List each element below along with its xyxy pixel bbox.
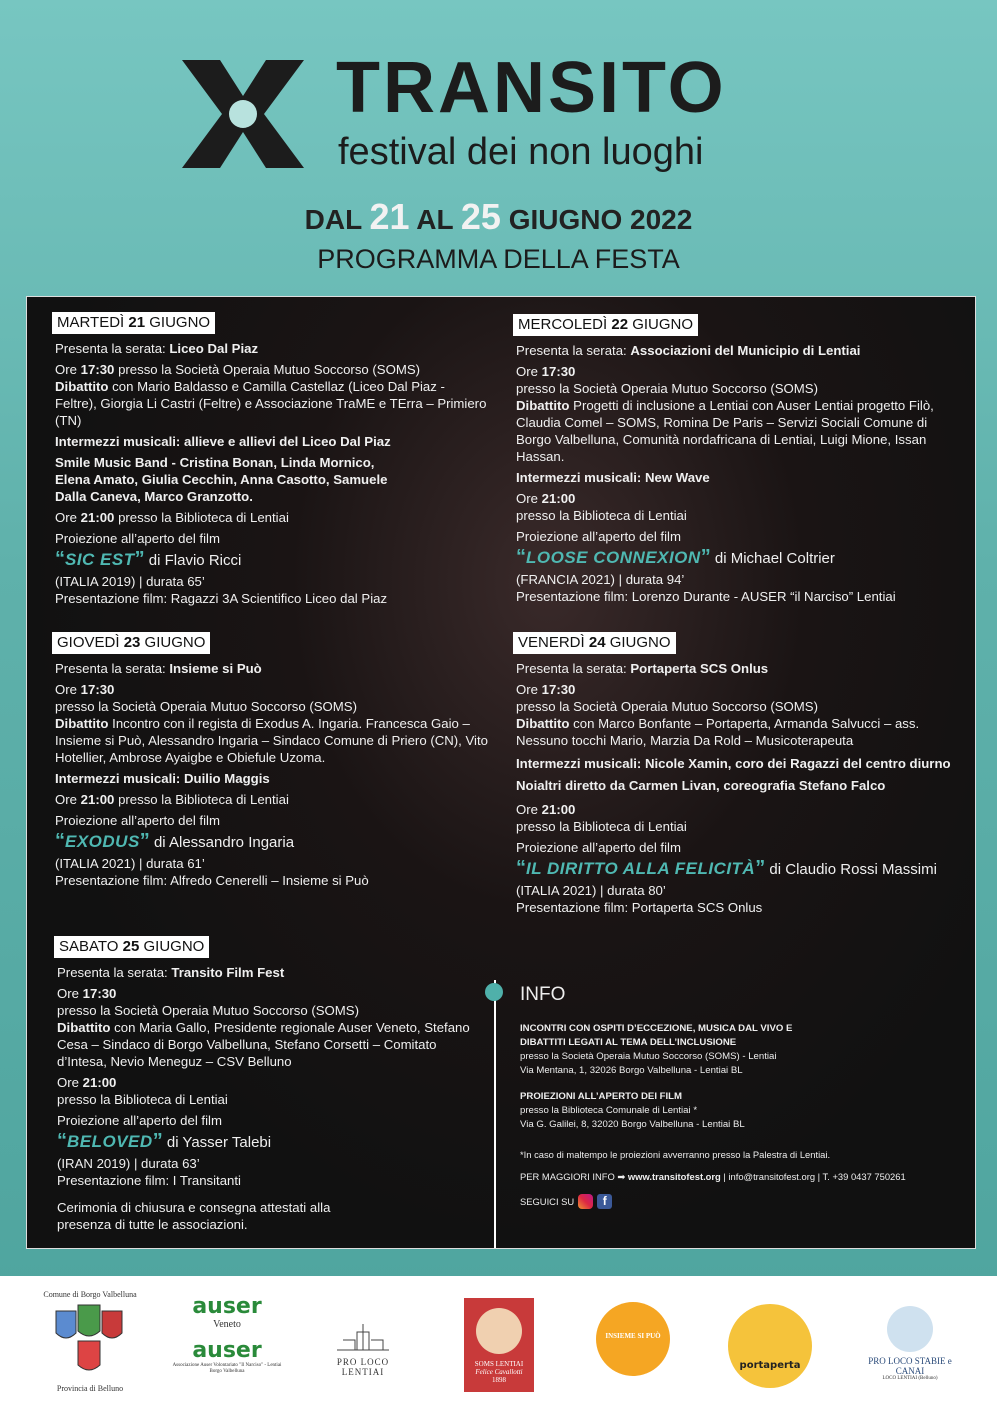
info-films-heading: PROIEZIONI ALL’APERTO DEI FILM: [520, 1091, 683, 1102]
film-title: IL DIRITTO ALLA FELICITÀ: [526, 859, 756, 878]
info-films-address: presso la Biblioteca Comunale di Lentiai * Via G. Galilei, 8, 32020 Borgo Valbelluna - Lentiai BL: [520, 1105, 745, 1130]
day-martedi: MARTEDÌ 21 GIUGNO Presenta la serata: Liceo Dal Piaz Ore 17:30 presso la Società Operaia Mutuo Soccorso (SOMS) Dibattito con Mario Baldasso e Camilla Castellaz (Liceo Dal Piaz - Feltre), Giorgia Li Castri (Feltre) e Associazione TraME e TErra – Primiero (TN) Intermezzi musicali: allieve e allievi del Liceo Dal Piaz Smile Music Band - Cristina Bonan, Linda Mornico, Elena Amato, Giulia Cecchin, Anna Casotto, Samuele Dalla Caneva, Marco Granzotto. Ore 21:00 presso la Biblioteca di Lentiai Proiezione all’aperto del film “SIC EST” di Flavio Ricci (ITALIA 2019) | durata 65’ Presentazione film: Ragazzi 3A Scientifico Liceo dal Piaz: [52, 312, 488, 611]
sponsor-footer: [0, 1276, 997, 1415]
facebook-icon[interactable]: f: [597, 1194, 612, 1209]
info-contacts: PER MAGGIORI INFO ➡ www.transitofest.org | info@transitofest.org | T. +39 0437 750261: [520, 1171, 906, 1182]
info-weather-note: *In caso di maltempo le proiezioni avverranno presso la Palestra di Lentiai.: [520, 1149, 831, 1160]
info-dot: [485, 983, 503, 1001]
day-heading: SABATO 25 GIUGNO: [54, 936, 209, 958]
day-mercoledi: MERCOLEDÌ 22 GIUGNO Presenta la serata: Associazioni del Municipio di Lentiai Ore 17:30 presso la Società Operaia Mutuo Soccorso (SOMS) Dibattito Progetti di inclusione a Lentiai con Auser Lentiai progetto Filò, Claudia Comel – SOMS, Romina De Paris – Servizi Sociali Comune di Borgo Valbelluna, Comunità nordafricana di Lentiai, Luigi Mione, Issan Hassan. Intermezzi musicali: New Wave Ore 21:00 presso la Biblioteca di Lentiai Proiezione all’aperto del film “LOOSE CONNEXION” di Michael Coltrier (FRANCIA 2021) | durata 94’ Presentazione film: Lorenzo Durante - AUSER “il Narciso” Lentiai: [513, 314, 953, 609]
festival-dates: DAL 21 AL 25 GIUGNO 2022: [304, 196, 693, 237]
info-events-address: presso la Società Operaia Mutuo Soccorso (SOMS) - Lentiai Via Mentana, 1, 32026 Borgo Valbelluna - Lentiai BL: [520, 1051, 777, 1076]
header: [0, 0, 997, 300]
bell-tower-icon: [887, 1306, 933, 1352]
church-icon: [333, 1322, 393, 1352]
day-sabato: SABATO 25 GIUGNO Presenta la serata: Transito Film Fest Ore 17:30 presso la Società Operaia Mutuo Soccorso (SOMS) Dibattito con Maria Gallo, Presidente regionale Auser Veneto, Stefano Cesa – Sindaco di Borgo Valbelluna, Stefano Corsetti – Comitato d’Intesa, Nevio Meneguz – CSV Belluno Ore 21:00 presso la Biblioteca di Lentiai Proiezione all’aperto del film “BELOVED” di Yasser Talebi (IRAN 2019) | durata 63’ Presentazione film: I Transitanti Cerimonia di chiusura e consegna attestati alla presenza di tutte le associazioni.: [54, 936, 474, 1237]
portaperta-logo: portaperta: [728, 1304, 812, 1388]
day-heading: MERCOLEDÌ 22 GIUGNO: [513, 314, 698, 336]
day-heading: VENERDÌ 24 GIUGNO: [513, 632, 676, 654]
film-title: EXODUS: [65, 832, 140, 851]
film-title: BELOVED: [67, 1132, 153, 1151]
info-events-heading: INCONTRI CON OSPITI D’ECCEZIONE, MUSICA DAL VIVO E DIBATTITI LEGATI AL TEMA DELL’INCLUSIONE: [520, 1023, 793, 1048]
proloco-stabie-logo: PRO LOCO STABIE e CANAI LOCO LENTIAI (Belluno): [860, 1306, 960, 1381]
info-title: INFO: [520, 984, 566, 1005]
day-heading: MARTEDÌ 21 GIUGNO: [52, 312, 215, 334]
insieme-si-puo-logo: INSIEME SI PUÒ: [596, 1302, 670, 1376]
day-giovedi: GIOVEDÌ 23 GIUGNO Presenta la serata: Insieme si Può Ore 17:30 presso la Società Operaia Mutuo Soccorso (SOMS) Dibattito Incontro con il regista di Exodus A. Ingaria. Francesca Gaio – Insieme si Può, Alessandro Ingaria – Sindaco Comune di Priero (CN), Vito Hotellier, Ambrose Ayaigbe e Obiefule Uzoma. Intermezzi musicali: Duilio Maggis Ore 21:00 presso la Biblioteca di Lentiai Proiezione all’aperto del film “EXODUS” di Alessandro Ingaria (ITALIA 2021) | durata 61’ Presentazione film: Alfredo Cenerelli – Insieme si Può: [52, 632, 488, 893]
instagram-icon[interactable]: [578, 1194, 593, 1209]
brand-title: TRANSITO: [336, 48, 727, 128]
arrow-icon: ➡: [617, 1171, 626, 1182]
info-section: [520, 984, 970, 1209]
proloco-lentiai-logo: PRO LOCO LENTIAI: [318, 1322, 408, 1377]
film-title: SIC EST: [65, 550, 135, 569]
website-link[interactable]: www.transitofest.org: [627, 1171, 721, 1182]
transito-x-logo: [178, 58, 308, 170]
film-title: LOOSE CONNEXION: [526, 548, 701, 567]
comune-logo: Comune di Borgo Valbelluna Provincia di Belluno: [40, 1290, 140, 1393]
brand-subtitle: festival dei non luoghi: [338, 131, 704, 173]
day-venerdi: VENERDÌ 24 GIUGNO Presenta la serata: Portaperta SCS Onlus Ore 17:30 presso la Società Operaia Mutuo Soccorso (SOMS) Dibattito con Marco Bonfante – Portaperta, Armanda Salvucci – ass. Nessuno tocchi Mario, Marzia Da Rold – Musicoterapeuta Intermezzi musicali: Nicole Xamin, coro dei Ragazzi del centro diurno Noialtri diretto da Carmen Livan, coreografia Stefano Falco Ore 21:00 presso la Biblioteca di Lentiai Proiezione all’aperto del film “IL DIRITTO ALLA FELICITÀ” di Claudio Rossi Massimi (ITALIA 2021) | durata 80’ Presentazione film: Portaperta SCS Onlus: [513, 632, 961, 920]
programma-title: PROGRAMMA DELLA FESTA: [317, 244, 680, 274]
info-divider: [494, 980, 496, 1248]
soms-logo: SOMS LENTIAI Felice Cavallotti 1898: [464, 1298, 534, 1392]
social-follow: SEGUICI SU f: [520, 1194, 970, 1209]
day-heading: GIOVEDÌ 23 GIUGNO: [52, 632, 210, 654]
coat-of-arms-icon: [40, 1299, 140, 1379]
handshake-icon: [476, 1308, 522, 1354]
auser-logos: auser Veneto auser Associazione Auser Volontariato "Il Narciso" - Lentiai Borgo Valbelluna: [172, 1294, 282, 1374]
